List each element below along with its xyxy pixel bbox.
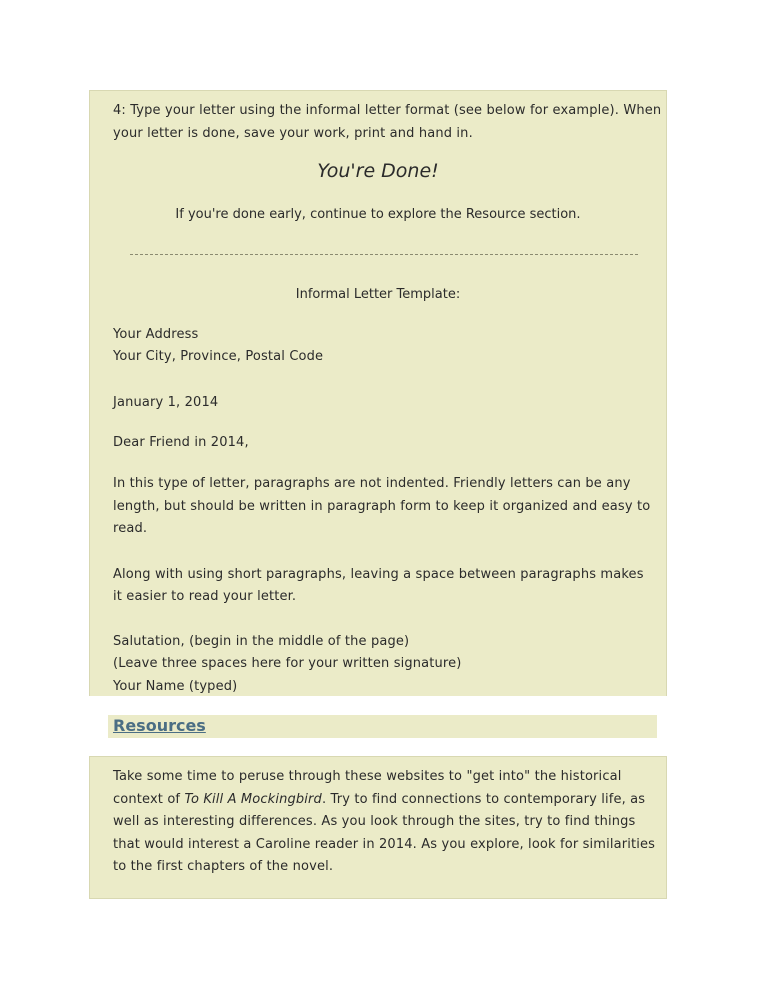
resources-line1: Take some time to peruse through these websites to "get into" the historical — [113, 769, 622, 784]
closing-line1: Salutation, (begin in the middle of the page) — [113, 634, 410, 649]
resources-line3: well as interesting differences. As you look through the sites, try to find things — [113, 814, 636, 829]
novel-title: To Kill A Mockingbird — [184, 792, 322, 807]
para1-line2: length, but should be written in paragraph form to keep it organized and easy to — [113, 499, 651, 514]
para1-line3: read. — [113, 521, 148, 536]
divider — [130, 254, 638, 255]
resources-heading[interactable]: Resources — [113, 716, 206, 735]
resources-line5: to the first chapters of the novel. — [113, 859, 334, 874]
step4-line1: 4: Type your letter using the informal letter format (see below for example). When — [113, 103, 662, 118]
letter-date: January 1, 2014 — [113, 395, 219, 410]
para2-line1: Along with using short paragraphs, leaving a space between paragraphs makes — [113, 567, 644, 582]
resources-line2-post: . Try to find connections to contemporary life, as — [321, 792, 646, 807]
address-line2: Your City, Province, Postal Code — [113, 349, 324, 364]
para1-line1: In this type of letter, paragraphs are not indented. Friendly letters can be any — [113, 476, 631, 491]
resources-line2 — [113, 789, 645, 812]
done-note: If you're done early, continue to explore the Resource section. — [175, 207, 581, 222]
address-line1: Your Address — [113, 327, 199, 342]
closing-line3: Your Name (typed) — [113, 679, 238, 694]
letter-greeting: Dear Friend in 2014, — [113, 435, 249, 450]
closing-line2: (Leave three spaces here for your written signature) — [113, 656, 462, 671]
template-title: Informal Letter Template: — [295, 287, 461, 302]
step4-line2: your letter is done, save your work, print and hand in. — [113, 126, 473, 141]
done-heading: You're Done! — [317, 160, 439, 182]
resources-line4: that would interest a Caroline reader in 2014. As you explore, look for similarities — [113, 837, 656, 852]
resources-line2-pre: context of — [113, 792, 185, 807]
para2-line2: it easier to read your letter. — [113, 589, 297, 604]
